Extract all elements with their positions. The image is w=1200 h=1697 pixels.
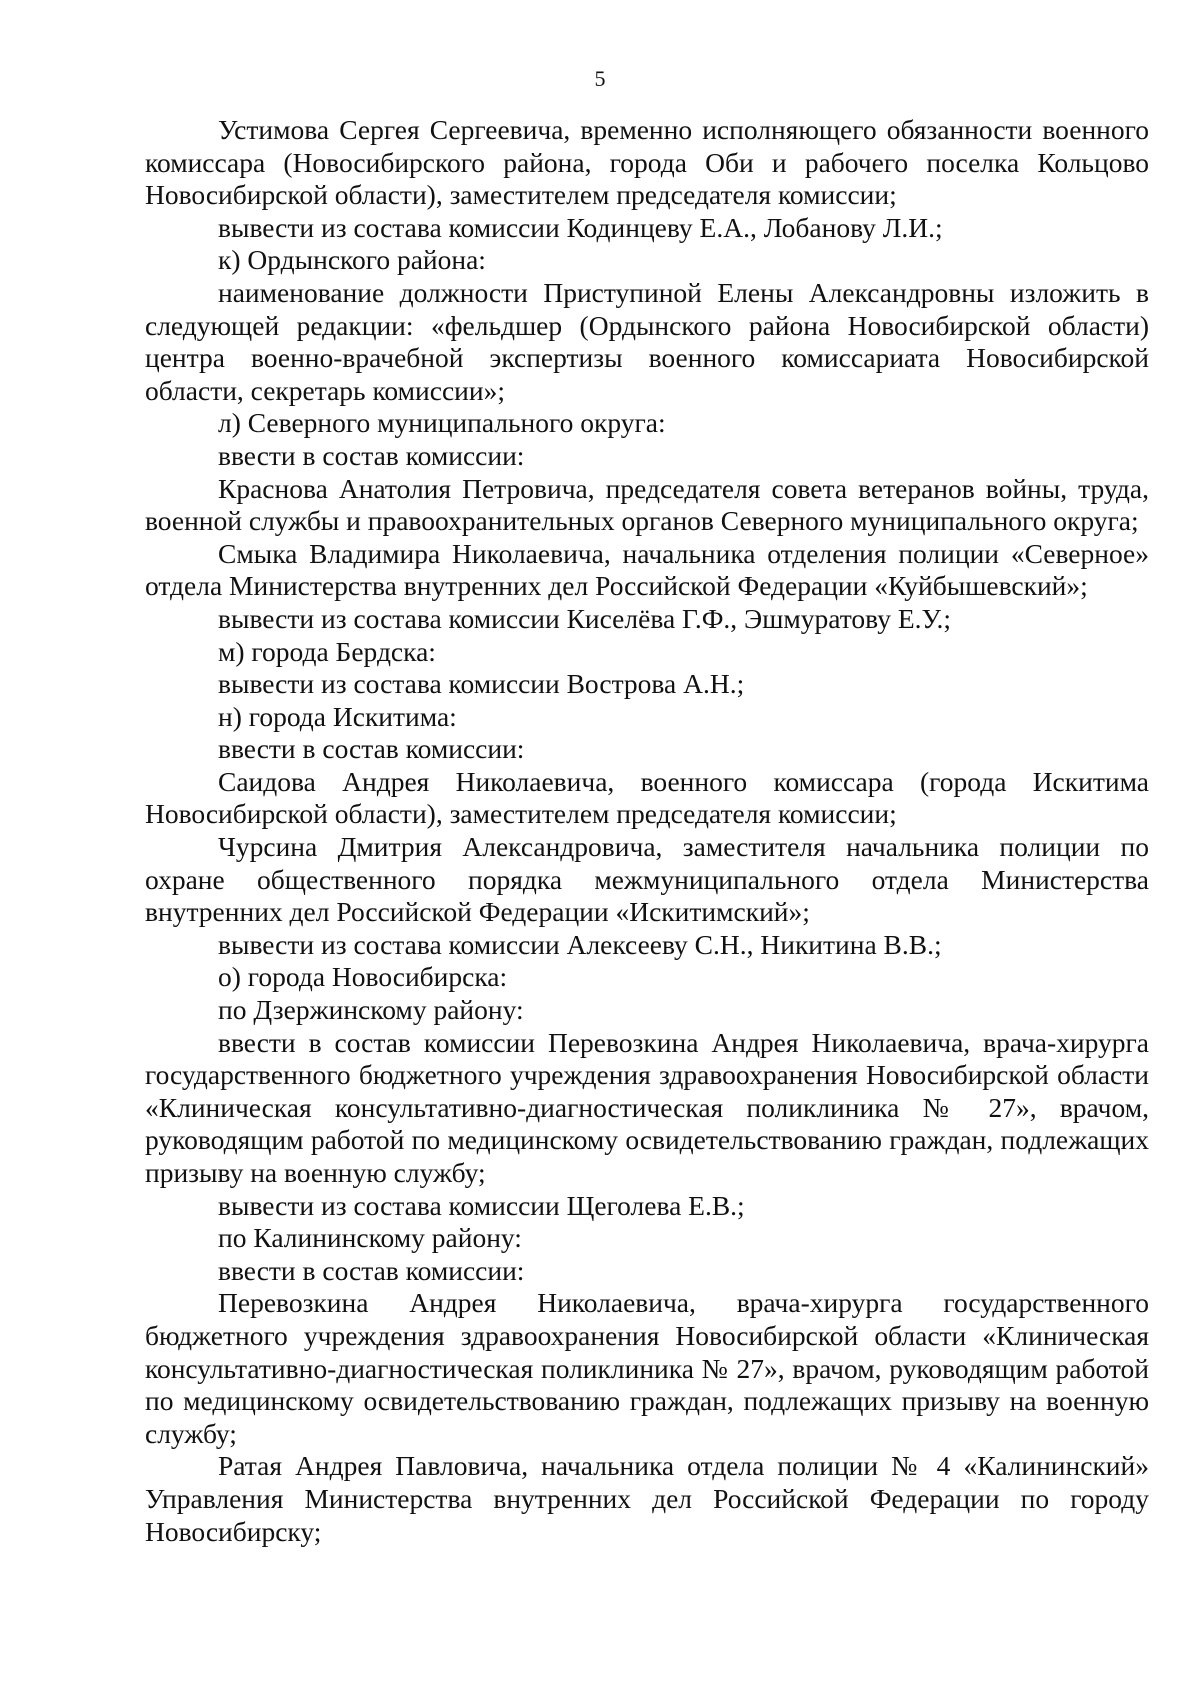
paragraph: о) города Новосибирска: bbox=[218, 961, 508, 993]
paragraph: по Калининскому району: bbox=[218, 1222, 522, 1254]
paragraph: л) Северного муниципального округа: bbox=[218, 407, 666, 439]
paragraph: ввести в состав комиссии: bbox=[218, 1254, 525, 1286]
paragraph: вывести из состава комиссии Киселёва Г.Ф., Эшмуратову Е.У.; bbox=[218, 602, 952, 634]
paragraph: вывести из состава комиссии Кодинцеву Е.А., Лобанову Л.И.; bbox=[218, 211, 943, 243]
paragraph: к) Ордынского района: bbox=[218, 244, 486, 276]
paragraph: по Дзержинскому району: bbox=[218, 994, 524, 1026]
page-number: 5 bbox=[594, 66, 606, 91]
paragraph: м) города Бердска: bbox=[218, 635, 436, 667]
document-body bbox=[145, 114, 1149, 1548]
paragraph: ввести в состав комиссии Перевозкина Андрея Николаевича, врача-хирурга государственного бюджетного учреждения здравоохранения Новосибирской области «Клиническая консультативно-диагностическая поликлиника № 27», врачом, руководящим работой по медицинскому освидетельствованию граждан, подлежащих призыву на военную службу; bbox=[145, 1026, 1149, 1188]
paragraph: н) города Искитима: bbox=[218, 700, 457, 732]
paragraph: Краснова Анатолия Петровича, председателя совета ветеранов войны, труда, военной службы и правоохранительных органов Северного муниципального округа; bbox=[145, 472, 1149, 537]
paragraph: вывести из состава комиссии Щеголева Е.В.; bbox=[218, 1189, 745, 1221]
paragraph: Устимова Сергея Сергеевича, временно исполняющего обязанности военного комиссара (Новосибирского района, города Оби и рабочего поселка Кольцово Новосибирской области), заместителем председателя комиссии; bbox=[145, 114, 1149, 211]
paragraph: вывести из состава комиссии Вострова А.Н.; bbox=[218, 668, 745, 700]
paragraph: Смыка Владимира Николаевича, начальника отделения полиции «Северное» отдела Министерства внутренних дел Российской Федерации «Куйбышевский»; bbox=[145, 537, 1149, 602]
paragraph: ввести в состав комиссии: bbox=[218, 439, 525, 471]
paragraph: Перевозкина Андрея Николаевича, врача-хирурга государственного бюджетного учреждения здравоохранения Новосибирской области «Клиническая консультативно-диагностическая поликлиника № 27», врачом, руководящим работой по медицинскому освидетельствованию граждан, подлежащих призыву на военную службу; bbox=[145, 1287, 1149, 1449]
paragraph: Ратая Андрея Павловича, начальника отдела полиции № 4 «Калининский» Управления Министерства внутренних дел Российской Федерации по городу Новосибирску; bbox=[145, 1450, 1149, 1547]
paragraph: ввести в состав комиссии: bbox=[218, 733, 525, 765]
paragraph: наименование должности Приступиной Елены Александровны изложить в следующей редакции: «фельдшер (Ордынского района Новосибирской области) центра военно-врачебной экспертизы военного комиссариата Новосибирской области, секретарь комиссии»; bbox=[145, 276, 1149, 406]
paragraph: вывести из состава комиссии Алексееву С.Н., Никитина В.В.; bbox=[218, 928, 942, 960]
paragraph: Чурсина Дмитрия Александровича, заместителя начальника полиции по охране общественного порядка межмуниципального отдела Министерства внутренних дел Российской Федерации «Искитимский»; bbox=[145, 831, 1149, 928]
paragraph: Саидова Андрея Николаевича, военного комиссара (города Искитима Новосибирской области), заместителем председателя комиссии; bbox=[145, 765, 1149, 830]
